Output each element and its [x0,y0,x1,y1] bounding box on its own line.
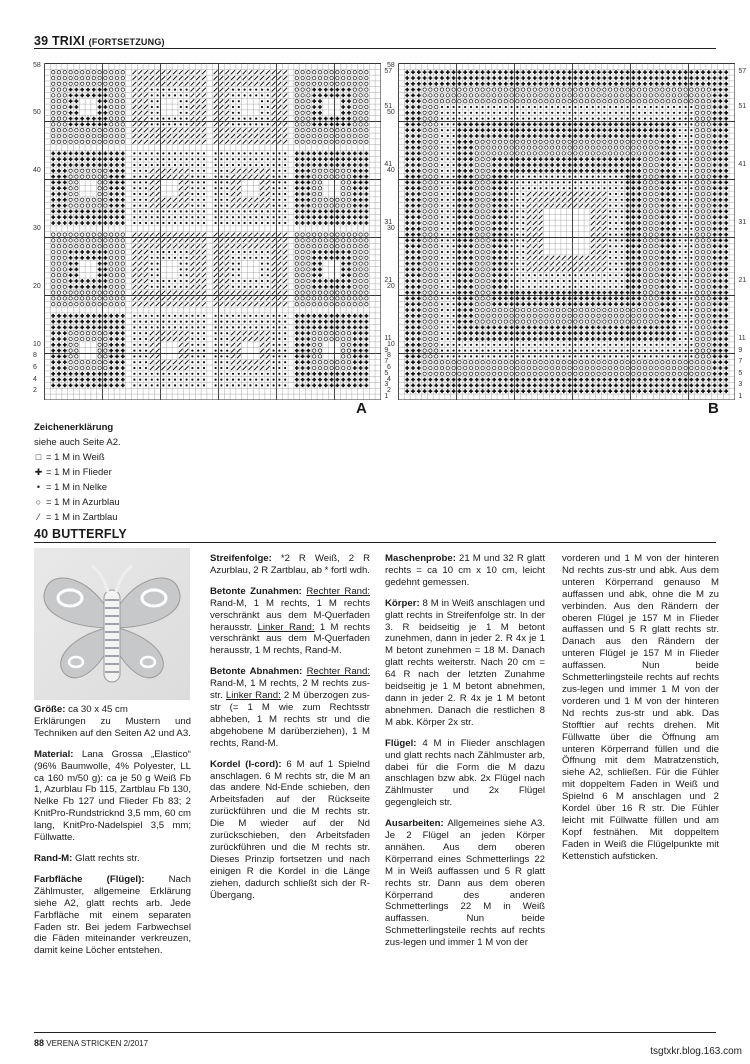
circle-icon: ○ [35,497,42,507]
row-number-right: 51 [384,103,393,110]
text-column-3 [385,553,545,958]
kordel-label: Kordel (I-cord): [210,758,282,770]
abnahmen-linker-rand: Linker Rand: [225,690,281,702]
section2-rule [34,542,716,543]
butterfly-photo [34,548,190,700]
row-number-right: 41 [384,161,393,168]
text-column-1 [34,704,191,966]
row-number-right: 21 [738,277,747,284]
row-number-left: 50 [33,108,41,116]
legend-item-text: = 1 M in Weiß [46,452,105,463]
koerper-text: 8 M in Weiß anschlagen und glatt rechts in Streifenfolge str. In der 3. R beidseitig je 1 M betont zunehmen, dann in jeder 2. R 4x je 1 M betont zunehmen = 18 M. Danach glatt rechts weiterstr. Nach 20 cm = 64 R nach der letzten Zunahme beidseitig je 1 M betont abnehmen, dann in jeder 2. R 4x je 1 M betont abnehmen. Danach die restlichen 8 M abk. Körper 2x str. [385,597,545,728]
row-number-right: 7 [738,358,743,366]
legend-item [34,450,121,465]
randm-text: Glatt rechts str. [72,852,140,864]
white-square-icon: □ [35,452,42,462]
ausarbeiten-label: Ausarbeiten: [385,818,444,830]
farbflaeche-text: Nach Zählmuster, allgemeine Erklärung siehe A2, glatt rechts arb. Jede Farbfläche mit einem separaten Faden str. Bei jedem Farbwechsel die Fäden miteinander verkreuzen, damit keine Löcher entstehen. [34,873,192,957]
row-number-right: 7 [384,358,389,366]
zunahmen-rechter-rand: Rechter Rand: [306,585,370,597]
zunahmen-lr-text: 1 M rechts verschränkt aus dem M-Querfaden herausstr, 1 M rechts, Rand-M. [210,621,370,657]
row-number-left: 10 [33,340,41,348]
streifenfolge-label: Streifenfolge: [210,553,272,564]
row-number-right: 5 [738,369,743,377]
row-number-right: 9 [738,346,743,354]
streifenfolge-text: *2 R Weiß, 2 R Azurblau, 2 R Zartblau, ab * fortl wdh. [210,553,370,576]
legend-item [34,495,121,510]
section-subtitle: (FORTSETZUNG) [88,37,165,47]
zunahmen-linker-rand: Linker Rand: [257,621,315,633]
row-number-right: 31 [738,219,747,226]
farbflaeche-label: Farbfläche (Flügel): [34,873,145,885]
row-number-right: 57 [738,68,747,76]
row-number-right: 51 [738,103,747,110]
fluegel-label: Flügel: [385,737,417,749]
section-header [34,34,165,48]
chart-b-grid [398,63,735,400]
material-label: Material: [34,748,74,760]
row-number-right: 1 [738,393,743,400]
row-number-right: 57 [384,68,393,76]
row-number-left: 58 [33,62,41,70]
section2-title: 40 BUTTERFLY [34,527,127,541]
legend-item [34,465,121,480]
row-number-left: 6 [387,364,391,371]
legend-item-text: = 1 M in Nelke [46,482,107,493]
row-number-right: 21 [384,277,393,284]
symbol-legend [34,420,121,525]
row-number-right: 31 [384,219,393,226]
row-number-left: 2 [387,387,391,395]
legend-item-text: = 1 M in Azurblau [46,497,120,508]
maschenprobe-label: Maschenprobe: [385,553,456,564]
row-number-right: 11 [738,335,746,342]
row-number-right: 9 [384,346,389,354]
dot-icon: • [36,482,41,492]
page-footer [34,1038,148,1048]
legend-title: Zeichenerklärung [34,422,114,433]
row-number-left: 20 [33,282,41,290]
footer-rule [34,1032,716,1033]
koerper-label: Körper: [385,597,420,609]
row-number-left: 10 [387,340,395,348]
abnahmen-lr-text: 2 M überzogen zus-str (= 1 M wie zum Rechtsstr abheben, 1 M rechts str und die abgehobene M darüberziehen), 1 M rechts, Rand-M. [210,690,370,749]
row-number-right: 11 [384,335,392,342]
zunahmen-label: Betonte Zunahmen: [210,585,302,597]
row-number-left: 40 [33,166,41,174]
magazine-name: VERENA STRICKEN 2/2017 [46,1039,149,1048]
abnahmen-rechter-rand: Rechter Rand: [306,666,370,678]
chart-b-letter: B [708,400,719,417]
row-number-right: 41 [738,161,747,168]
row-number-right: 3 [738,381,743,389]
row-number-right: 5 [384,369,389,377]
kordel-text: 6 M auf 1 Spielnd anschlagen. 6 M rechts str, die M an das andere Nd-Ende schieben, den Arbeitsfaden auf der Rückseite zurückführen und die M rechts str. Die M wieder auf der Nd zurückschieben, den Arbeitsfaden zurückführen und die M rechts str. Dieses Prinzip fortsetzen und nach einigen R die Kordel in die Länge ziehen, dadurch schließt sich der R-Übergang. [210,758,370,901]
slash-icon: ⁄ [37,512,40,522]
size-text: ca 30 x 45 cm [65,704,128,715]
abnahmen-label: Betonte Abnahmen: [210,666,303,678]
row-number-left: 4 [387,375,391,383]
row-number-left: 4 [33,375,37,383]
row-number-left: 30 [387,224,395,232]
legend-item [34,480,121,495]
chart-a-letter: A [356,400,367,417]
maschenprobe-text: 21 M und 32 R glatt rechts = ca 10 cm x 10 cm, leicht gedehnt gemessen. [385,553,545,588]
row-number-left: 58 [387,62,395,70]
chart-a-svg [44,63,381,400]
row-number-left: 8 [33,352,37,360]
row-number-left: 50 [387,108,395,116]
watermark: tsgtxkr.blog.163.com [650,1046,742,1057]
legend-item [34,510,121,525]
cross-icon: ✚ [34,467,43,477]
row-number-right: 1 [384,393,389,400]
fluegel-text: 4 M in Flieder anschlagen und glatt rechts nach Zählmuster arb, dabei für die Form die M dazu anschlagen bzw abk. 2x Flügel nach Zählmuster und 2x Flügel gegengleich str. [385,737,545,809]
material-text: Lana Grossa „Elastico“ (96% Baumwolle, 4% Polyester, LL ca 160 m/50 g): ca je 50 g Weiß Fb 1, Azurblau Fb 115, Zartblau Fb 130, Nelke Fb 127 und Flieder Fb 83; 2 KnitPro-Rundstricknd 3,5 mm, 60 cm lang, KnitPro-Nadelspiel 3,5 mm; Füllwatte. [34,748,191,844]
row-number-left: 8 [387,352,391,360]
randm-label: Rand-M: [34,852,73,864]
chart-a-grid [44,63,381,400]
text-column-4 [562,553,719,872]
legend-subtitle: siehe auch Seite A2. [34,437,121,448]
section-number-title: 39 TRIXI [34,34,85,48]
legend-item-text: = 1 M in Flieder [46,467,112,478]
page-number: 88 [34,1038,45,1048]
text-column-2 [210,553,370,910]
ausarbeiten-continued: vorderen und 1 M von der hinteren Nd rechts zus-str und abk. Aus dem unteren Körperrand genauso M auffassen und abk, ohne die M zu verbinden. Aus den Rändern der oberen Flügel je 157 M in Flieder auffassen und 5 R glatt rechts str. Danach aus den Rändern der unteren Flügel je 157 M in Flieder auffassen. Nun beide Schmetterlingsteile rechts auf rechts zus-legen und immer 1 M von der vorderen und 1 M von der hinteren Nd rechts zus-str und abk. Das Stofftier auf rechts drehen. Mit Füllwatte über die Öffnung am unteren Körperrand füllen und die Öffnung mit dem Matratzenstich, siehe A2, schließen. Für die Fühler mit doppeltem Faden in Weiß und Spielnd 6 M anschlagen und 2 Kordel über 16 R str. Die Fühler leicht mit Füllwatte füllen und am Kopf festnähen. Mit doppeltem Faden in Weiß die Flügelpunkte mit Kettenstich aufsticken. [562,553,719,862]
row-number-left: 20 [387,282,395,290]
row-number-left: 2 [33,387,37,395]
header-rule [34,48,716,49]
row-number-right: 3 [384,381,389,389]
row-number-left: 30 [33,224,41,232]
legend-item-text: = 1 M in Zartblau [46,512,118,523]
size-label: Größe: [34,704,66,715]
chart-b-svg [398,63,735,400]
zunahmen-rr-text: Rand-M, 1 M rechts, 1 M rechts verschränkt aus dem M-Querfaden herausstr. [210,597,370,633]
row-number-left: 40 [387,166,395,174]
size-more: Erklärungen zu Mustern und Techniken auf den Seiten A2 und A3. [34,715,191,739]
row-number-left: 6 [33,364,37,371]
ausarbeiten-text: Allgemeines siehe A3. Je 2 Flügel an jeden Körper annähen. Aus dem oberen Körperrand eines Schmetterlings 22 M in Weiß auffassen und 5 R glatt rechts str. Dann aus dem oberen Körperrand des anderen Schmetterlings 22 M in Weiß auffassen. Nun beide Schmetterlingsteile rechts auf rechts zus-legen und immer 1 M von der [385,818,545,949]
abnahmen-rr-text: Rand-M, 1 M rechts, 2 M rechts zus-str. [210,678,370,702]
